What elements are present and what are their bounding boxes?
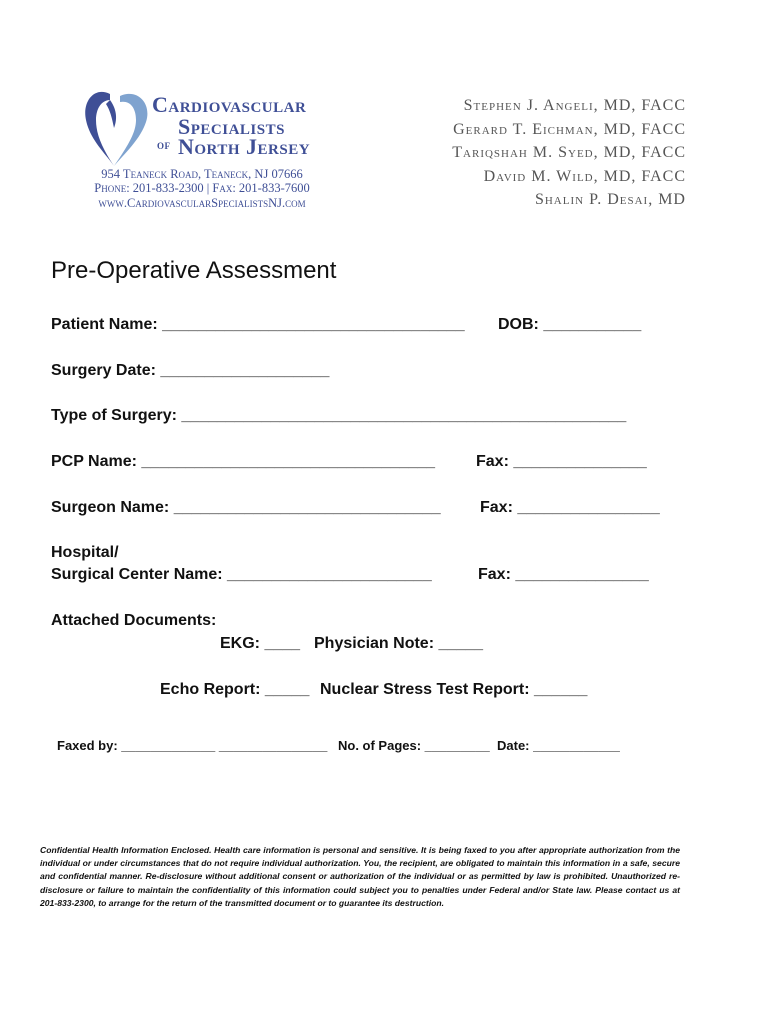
number-of-pages-field[interactable]: No. of Pages: _________ — [338, 738, 490, 753]
date-field[interactable]: Date: ____________ — [497, 738, 620, 753]
surgeon-fax-field[interactable]: Fax: ________________ — [480, 499, 660, 516]
attached-documents-heading: Attached Documents: — [51, 612, 217, 629]
hospital-label: Hospital/ — [51, 544, 119, 561]
doctor-name: Gerard T. Eichman, MD, FACC — [453, 120, 686, 138]
surgical-center-name-field[interactable]: Surgical Center Name: _______________________ — [51, 566, 432, 583]
physician-note-field[interactable]: Physician Note: _____ — [314, 635, 483, 652]
form-title: Pre-Operative Assessment — [51, 257, 337, 284]
echo-report-field[interactable]: Echo Report: _____ — [160, 681, 310, 698]
hospital-fax-field[interactable]: Fax: _______________ — [478, 566, 649, 583]
logo-text-specialists: Specialists — [178, 114, 285, 139]
practice-phone-fax: Phone: 201-833-2300 | Fax: 201-833-7600 — [94, 181, 310, 195]
logo-text-north-jersey: North Jersey — [178, 134, 311, 159]
logo-text-of: of — [157, 137, 171, 152]
nuclear-stress-test-field[interactable]: Nuclear Stress Test Report: ______ — [320, 681, 588, 698]
faxed-by-field[interactable]: Faxed by: _____________ _______________ — [57, 738, 328, 753]
surgeon-name-field[interactable]: Surgeon Name: ______________________________ — [51, 499, 441, 516]
doctor-name: Shalin P. Desai, MD — [534, 191, 686, 208]
doctor-name: Tariqshah M. Syed, MD, FACC — [452, 144, 686, 161]
patient-name-field[interactable]: Patient Name: __________________________________ — [51, 316, 465, 333]
practice-website: www.CardiovascularSpecialistsNJ.com — [98, 196, 306, 210]
pcp-fax-field[interactable]: Fax: _______________ — [476, 453, 647, 470]
dob-field[interactable]: DOB: ___________ — [498, 316, 642, 333]
type-of-surgery-field[interactable]: Type of Surgery: __________________________________________________ — [51, 407, 627, 424]
doctor-list — [452, 94, 686, 212]
heart-logo-icon — [80, 88, 152, 170]
surgery-date-field[interactable]: Surgery Date: ___________________ — [51, 362, 330, 379]
doctor-name: Stephen J. Angeli, MD, FACC — [463, 97, 686, 114]
pcp-name-field[interactable]: PCP Name: _________________________________ — [51, 453, 436, 470]
practice-address: 954 Teaneck Road, Teaneck, NJ 07666 — [101, 167, 303, 181]
logo-text-cardiovascular: Cardiovascular — [152, 92, 307, 117]
confidentiality-disclaimer: Confidential Health Information Enclosed. Health care information is personal and sensitive. It is being faxed to you after appropriate authorization from the individual or under circumstances that do not require individual authorization. You, the recipient, are obligated to maintain this information in a safe, secure and confidential manner. Re-disclosure without additional consent or authorization of the individual or as permitted by law is prohibited. Unauthorized re-disclosure or failure to maintain the confidentiality of this information could subject you to penalties under Federal and/or State law. Please contact us at 201-833-2300, to arrange for the return of the transmitted document or to guarantee its destruction. — [40, 845, 680, 908]
doctor-name: David M. Wild, MD, FACC — [483, 167, 686, 185]
ekg-field[interactable]: EKG: ____ — [220, 635, 301, 652]
